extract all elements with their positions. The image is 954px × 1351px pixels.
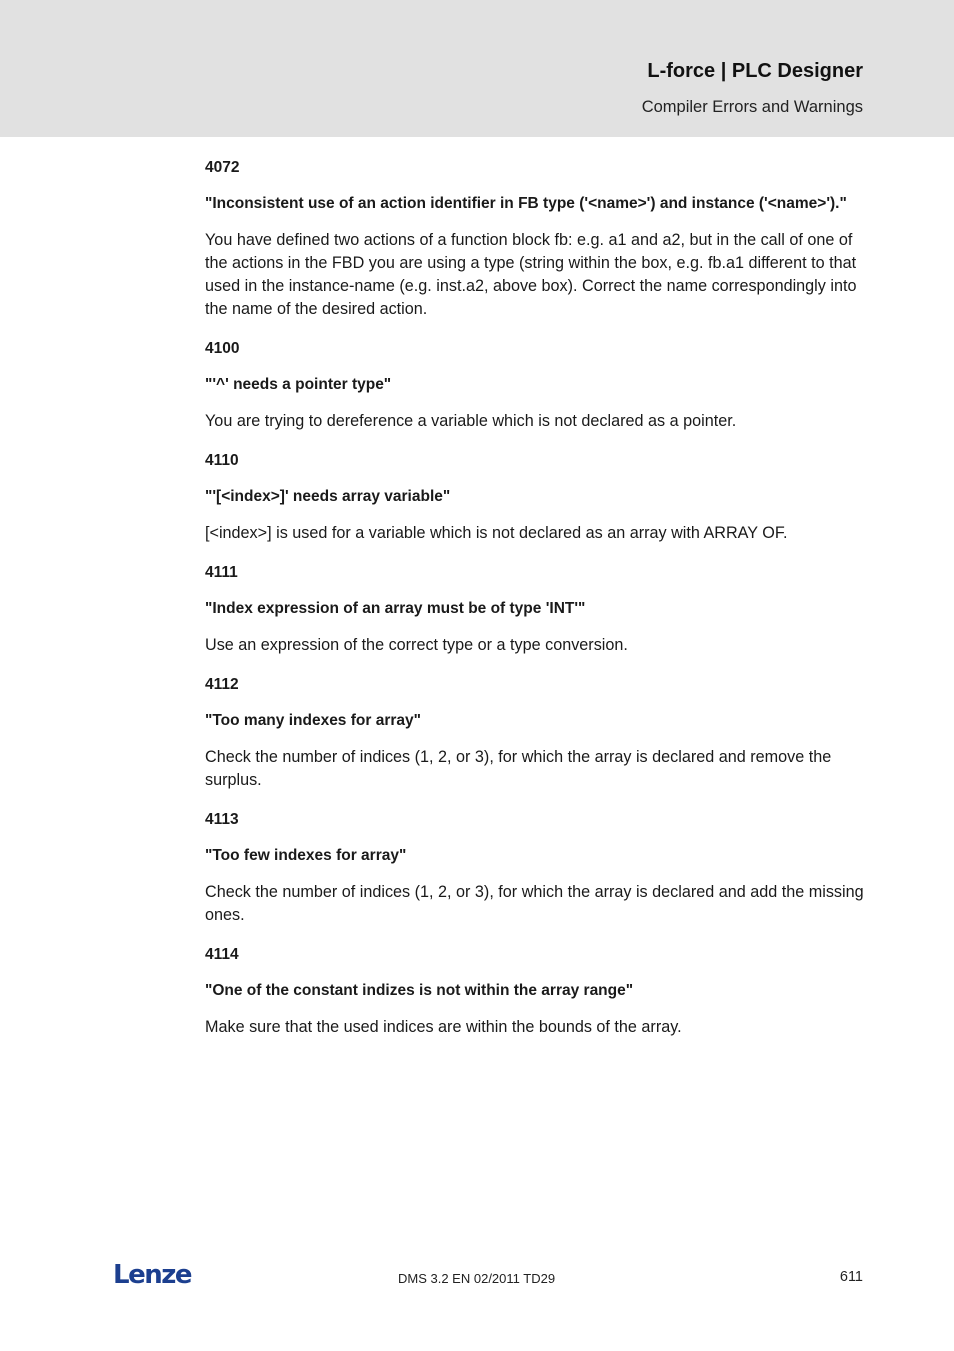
error-code: 4072 bbox=[205, 159, 240, 176]
error-description: Make sure that the used indices are within the bounds of the array. bbox=[205, 1018, 682, 1036]
error-entry bbox=[205, 943, 865, 1039]
error-description: You are trying to dereference a variable which is not declared as a pointer. bbox=[205, 412, 737, 430]
main-content bbox=[205, 156, 865, 1055]
error-code: 4114 bbox=[205, 946, 239, 963]
error-description: Check the number of indices (1, 2, or 3), for which the array is declared and add the missing ones. bbox=[205, 883, 864, 924]
error-code: 4100 bbox=[205, 340, 240, 357]
header-title: L-force | PLC Designer bbox=[647, 60, 863, 82]
error-message: "Too few indexes for array" bbox=[205, 847, 407, 864]
header-subtitle: Compiler Errors and Warnings bbox=[641, 98, 863, 116]
document-id: DMS 3.2 EN 02/2011 TD29 bbox=[398, 1271, 556, 1286]
error-description: Check the number of indices (1, 2, or 3), for which the array is declared and remove the surplus. bbox=[205, 748, 832, 789]
error-message: "'[<index>]' needs array variable" bbox=[205, 488, 451, 505]
error-message: "'^' needs a pointer type" bbox=[205, 376, 392, 393]
error-entry bbox=[205, 673, 865, 792]
lenze-logo: Lenze bbox=[113, 1260, 191, 1290]
error-entry bbox=[205, 808, 865, 927]
error-message: "Inconsistent use of an action identifier in FB type ('<name>') and instance ('<name>')." bbox=[205, 195, 847, 212]
error-code: 4111 bbox=[205, 564, 238, 581]
error-code: 4113 bbox=[205, 811, 239, 828]
error-message: "Too many indexes for array" bbox=[205, 712, 421, 729]
error-message: "One of the constant indizes is not within the array range" bbox=[205, 982, 634, 999]
error-entry bbox=[205, 156, 865, 321]
page-number: 611 bbox=[839, 1269, 863, 1285]
error-description: You have defined two actions of a function block fb: e.g. a1 and a2, but in the call of one of the actions in the FBD you are using a type (string within the box, e.g. fb.a1 different to that used in the instance-name (e.g. inst.a2, above box). Correct the name correspondingly into the name of the desired action. bbox=[205, 231, 857, 318]
error-code: 4112 bbox=[205, 676, 239, 693]
error-entry bbox=[205, 449, 865, 545]
error-message: "Index expression of an array must be of type 'INT'" bbox=[205, 600, 586, 617]
page-header bbox=[0, 0, 954, 137]
error-entry bbox=[205, 337, 865, 433]
error-code: 4110 bbox=[205, 452, 239, 469]
error-description: [<index>] is used for a variable which is not declared as an array with ARRAY OF. bbox=[205, 524, 788, 542]
error-entry bbox=[205, 561, 865, 657]
error-description: Use an expression of the correct type or a type conversion. bbox=[205, 636, 628, 654]
